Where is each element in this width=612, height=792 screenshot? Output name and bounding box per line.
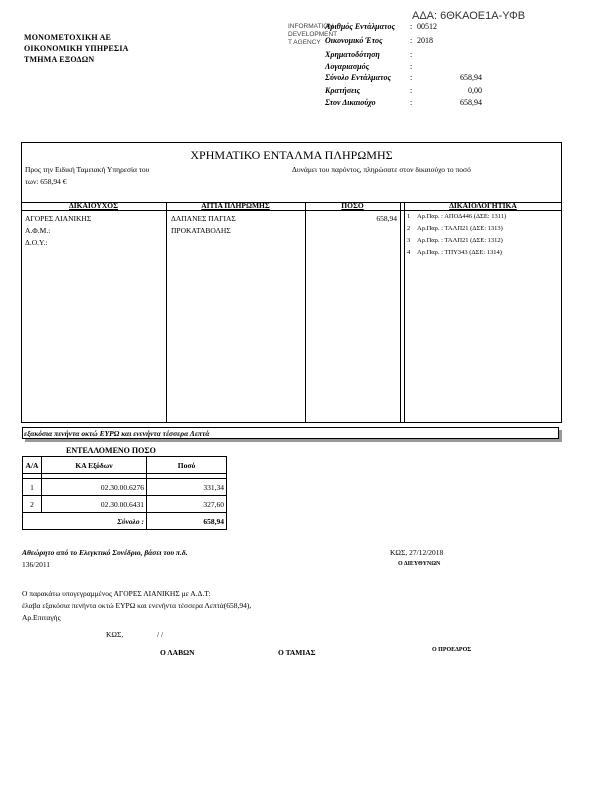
header-beneficiary: ΔΙΚΑΙΟΥΧΟΣ — [69, 201, 118, 210]
payment-order-box — [21, 142, 562, 423]
order-title: ΧΡΗΜΑΤΙΚΟ ΕΝΤΑΛΜΑ ΠΛΗΡΩΜΗΣ — [190, 148, 393, 162]
total-row — [23, 513, 227, 530]
table-row — [23, 479, 227, 496]
row-aa: 1 — [23, 479, 42, 496]
entaled-table — [22, 456, 227, 530]
cashier-label: Ο ΤΑΜΙΑΣ — [278, 648, 316, 657]
director-label: Ο ΔΙΕΥΘΥΝΩΝ — [398, 561, 441, 567]
divider — [21, 210, 562, 211]
order-total-label: Σύνολο Εντάλματος — [325, 73, 392, 82]
divider — [305, 202, 306, 423]
account-label: Λογαριασμός — [325, 62, 370, 71]
fiscal-year-value: 2018 — [417, 36, 433, 45]
divider — [404, 202, 405, 423]
overlay-line3: T AGENCY — [288, 39, 321, 46]
fiscal-year-label: Οικονομικό Έτος — [325, 36, 383, 45]
colon: : — [410, 98, 413, 107]
total-value: 658,94 — [147, 513, 227, 530]
order-intro-right: Δυνάμει του παρόντος, πληρώσατε στον δικαιούχο το ποσό — [292, 165, 471, 174]
header-reason: ΑΙΤΙΑ ΠΛΗΡΩΜΗΣ — [201, 201, 270, 210]
colon: : — [410, 22, 413, 31]
document-num: 4 — [407, 249, 411, 256]
table-row — [23, 496, 227, 513]
receiver-label: Ο ΛΑΒΩΝ — [160, 648, 195, 657]
row-ka: 02.30.00.6276 — [42, 479, 147, 496]
document-num: 1 — [407, 213, 411, 220]
colon: : — [410, 86, 413, 95]
document-item: Αρ.Παρ. : ΤΑΛΠ21 (ΔΣΕ: 1313) — [417, 225, 503, 232]
reason-line2: ΠΡΟΚΑΤΑΒΟΛΗΣ — [171, 226, 231, 235]
total-label: Σύνολο : — [42, 513, 147, 530]
header-amount: ΠΟΣΟ — [341, 201, 364, 210]
document-num: 2 — [407, 225, 411, 232]
document-item: Αρ.Παρ. : ΑΠΟΔ446 (ΔΣΕ: 1311) — [417, 213, 507, 220]
document-item: Αρ.Παρ. : ΤΠΥ343 (ΔΣΕ: 1314) — [417, 249, 502, 256]
header-documents: ΔΙΚΑΙΟΛΟΓΗΤΙΚΑ — [449, 201, 517, 210]
beneficiary-afm: Α.Φ.Μ.: — [25, 226, 51, 235]
order-amount: 658,94 — [376, 214, 397, 223]
receipt-place: ΚΩΣ, — [106, 630, 124, 639]
beneficiary-doy: Δ.Ο.Υ.: — [25, 238, 48, 247]
overlay-line2: DEVELOPMENT — [288, 31, 338, 38]
deductions-value: 0,00 — [468, 86, 482, 95]
org-line3: ΤΜΗΜΑ ΕΞΟΔΩΝ — [24, 55, 95, 64]
org-line1: ΜΟΝΟΜΕΤΟΧΙΚΗ ΑΕ — [24, 33, 112, 42]
colon: : — [410, 62, 413, 71]
receipt-line2: έλαβα εξακόσια πενήντα οκτώ ΕΥΡΩ και ενενήντα τέσσερα Λεπτά(658,94), — [22, 601, 252, 610]
approval-line1: Αθεώρητο από το Ελεγκτικό Συνέδριο, βάσει του π.δ. — [22, 548, 188, 557]
deductions-label: Κρατήσεις — [325, 86, 361, 95]
financing-label: Χρηματοδότηση — [325, 50, 380, 59]
beneficiary-amount-label: Στον Δικαιούχο — [325, 98, 376, 107]
beneficiary-amount-value: 658,94 — [460, 98, 482, 107]
ada-code: ΑΔΑ: 6ΘΚΑΟΕ1Α-ΥΦΒ — [412, 10, 526, 22]
row-amount: 331,34 — [147, 479, 227, 496]
row-aa: 2 — [23, 496, 42, 513]
order-number-value: 00512 — [417, 22, 437, 31]
receipt-line1: Ο παρακάτω υπογεγραμμένος ΑΓΟΡΕΣ ΛΙΑΝΙΚΗΣ με Α.Δ.Τ: — [22, 589, 211, 598]
receipt-line3: Αρ.Επιταγής — [22, 613, 61, 622]
col-ka: ΚΑ Εξόδων — [42, 457, 147, 474]
document-item: Αρ.Παρ. : ΤΑΛΠ21 (ΔΣΕ: 1312) — [417, 237, 503, 244]
approval-line2: 136/2011 — [22, 560, 51, 569]
colon: : — [410, 50, 413, 59]
order-intro-left: Προς την Ειδική Ταμειακή Υπηρεσία του — [25, 165, 150, 174]
order-intro-line2: των: 658,94 € — [25, 177, 67, 186]
reason-line1: ΔΑΠΑΝΕΣ ΠΑΓΙΑΣ — [171, 214, 236, 223]
divider — [400, 202, 401, 423]
receipt-date: / / — [157, 630, 164, 639]
place-date: ΚΩΣ, 27/12/2018 — [390, 548, 444, 557]
document-num: 3 — [407, 237, 411, 244]
overlay-line1: INFORMATION — [288, 23, 334, 30]
col-amount: Ποσό — [147, 457, 227, 474]
president-label: Ο ΠΡΟΕΔΡΟΣ — [432, 647, 472, 653]
order-total-value: 658,94 — [460, 73, 482, 82]
col-aa: Α/Α — [23, 457, 42, 474]
beneficiary-name: ΑΓΟΡΕΣ ΛΙΑΝΙΚΗΣ — [25, 214, 92, 223]
colon: : — [410, 73, 413, 82]
colon: : — [410, 36, 413, 45]
amount-in-words: εξακόσια πενήντα οκτώ ΕΥΡΩ και ενενήντα τέσσερα Λεπτά — [22, 427, 559, 439]
order-number-label: Αριθμός Εντάλματος — [325, 22, 396, 31]
row-ka: 02.30.00.6431 — [42, 496, 147, 513]
org-line2: ΟΙΚΟΝΟΜΙΚΗ ΥΠΗΡΕΣΙΑ — [24, 44, 129, 53]
row-amount: 327,60 — [147, 496, 227, 513]
entaled-title: ΕΝΤΕΛΛΟΜΕΝΟ ΠΟΣΟ — [66, 446, 156, 455]
divider — [166, 202, 167, 423]
